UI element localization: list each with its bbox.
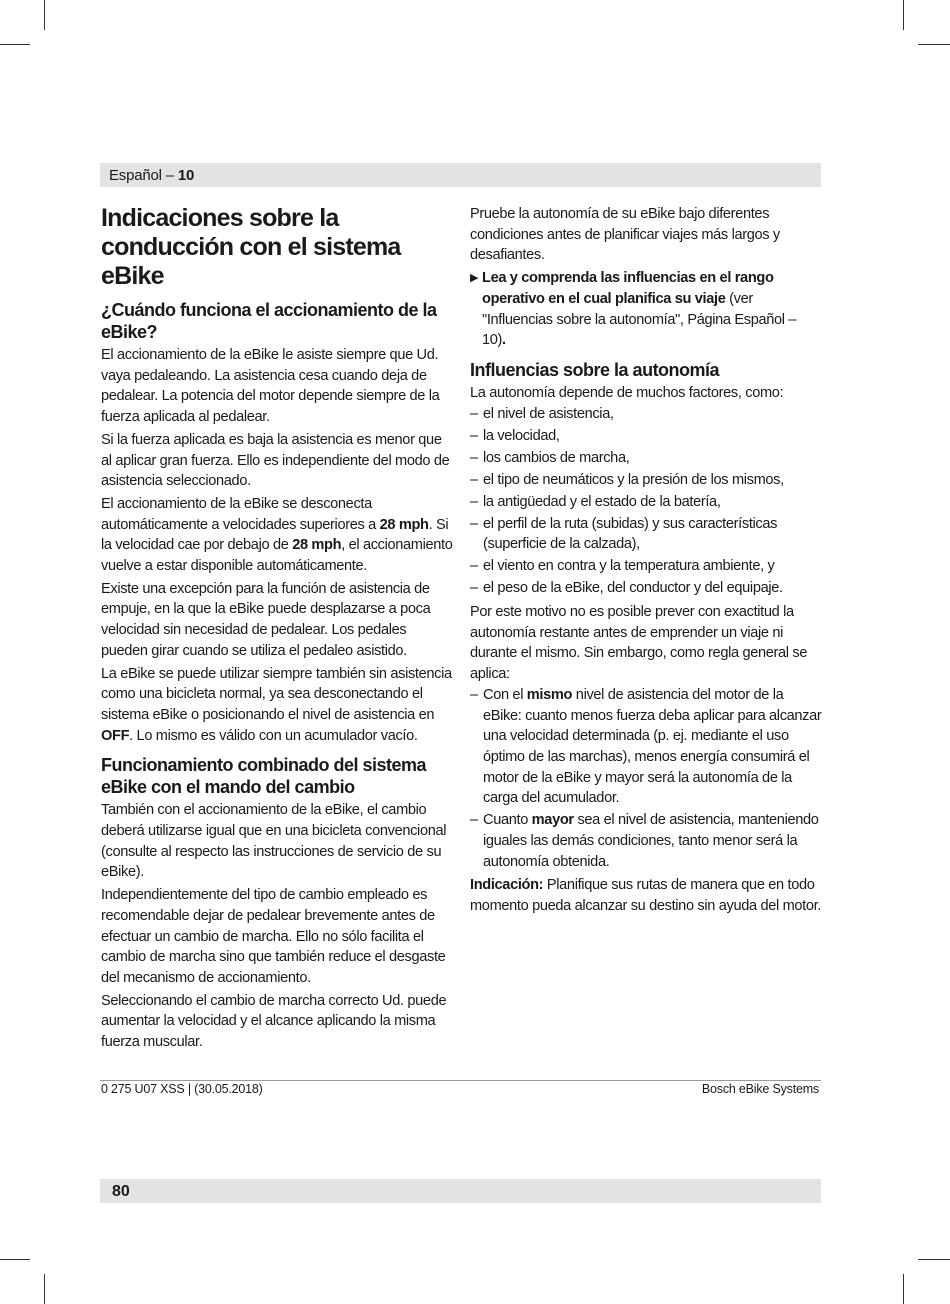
speed-value: 28 mph	[292, 537, 342, 554]
note-label: Indicación:	[470, 877, 544, 894]
list-item: – la antigüedad y el estado de la batería,	[470, 493, 721, 510]
paragraph-speed-limit: El accionamiento de la eBike se desconecta automáticamente a velocidades superiores a 28 mph. Si la velocidad cae por debajo de 28 mph, el accionamiento vuelve a estar disponible automáticamente.	[101, 495, 453, 575]
crop-mark-bottom-left-v	[44, 1274, 45, 1304]
list-item: – Cuanto mayor sea el nivel de asistencia, manteniendo iguales las demás condiciones, tanto menor será la autonomía obtenida.	[470, 812, 819, 870]
crop-mark-top-right-v	[903, 0, 904, 30]
running-header	[109, 167, 194, 185]
crop-mark-top-left-h	[0, 44, 30, 45]
note-paragraph: Indicación: Planifique sus rutas de manera que en todo momento pueda alcanzar su destino sin ayuda del motor.	[470, 877, 822, 915]
factor-list	[470, 404, 822, 599]
list-item: – los cambios de marcha,	[470, 449, 630, 466]
header-page: 10	[177, 167, 195, 184]
triangle-right-icon: ▶	[470, 272, 479, 285]
list-item: – el nivel de asistencia,	[470, 405, 614, 422]
crop-mark-top-left-v	[44, 0, 45, 30]
crop-mark-bottom-right-v	[903, 1274, 904, 1304]
section-heading-range-influences: Influencias sobre la autonomía	[470, 359, 720, 380]
paragraph: La autonomía depende de muchos factores, como:	[470, 384, 784, 401]
off-label: OFF	[101, 727, 130, 744]
page-title: Indicaciones sobre la conducción con el sistema eBike	[101, 204, 401, 290]
footer-rule	[100, 1080, 821, 1081]
page-number-bar	[100, 1179, 821, 1203]
crop-mark-bottom-left-h	[0, 1259, 30, 1260]
bullet-reference: (ver "Influencias sobre la autonomía", Página Español – 10)	[482, 290, 797, 349]
section-heading-when-drive-works: ¿Cuándo funciona el accionamiento de la eBike?	[101, 300, 437, 342]
paragraph: Por este motivo no es posible prever con exactitud la autonomía restante antes de emprender un viaje ni durante el mismo. Sin embargo, como regla general se aplica:	[470, 604, 808, 683]
list-item: – el peso de la eBike, del conductor y del equipaje.	[470, 580, 783, 597]
warning-bullet: ▶ Lea y comprenda las influencias en el rango operativo en el cual planifica su viaje (ver "Influencias sobre la autonomía", Página Español – 10).	[470, 270, 797, 349]
header-bar	[100, 163, 821, 187]
paragraph: También con el accionamiento de la eBike, el cambio deberá utilizarse igual que en una bicicleta convencional (consulte al respecto las instrucciones de servicio de su eBike).	[101, 802, 447, 881]
paragraph: El accionamiento de la eBike le asiste siempre que Ud. vaya pedaleando. La asistencia cesa cuando deja de pedalear. La potencia del motor depende siempre de la fuerza aplicada al pedalear.	[101, 347, 440, 426]
header-section: Español	[109, 167, 162, 184]
list-item: – Con el mismo nivel de asistencia del motor de la eBike: cuanto menos fuerza deba aplicar para alcanzar una velocidad determinada (p. ej. mediante el uso óptimo de las marchas), menos energía consumirá el motor de la eBike y mayor será la autonomía de la carga del acumulador.	[470, 686, 822, 807]
rule-list	[470, 685, 822, 873]
list-item: – el tipo de neumáticos y la presión de los mismos,	[470, 471, 784, 488]
paragraph: Si la fuerza aplicada es baja la asistencia es menor que al aplicar gran fuerza. Ello es independiente del modo de asistencia seleccionado.	[101, 431, 450, 490]
page-number: 80	[112, 1183, 130, 1200]
speed-value: 28 mph	[379, 516, 429, 533]
paragraph-off-mode: La eBike se puede utilizar siempre también sin asistencia como una bicicleta normal, ya sea desconectando el sistema eBike o posicionando el nivel de asistencia en OFF. Lo mismo es válido con un acumulador vacío.	[101, 665, 452, 744]
section-heading-gear-shift: Funcionamiento combinado del sistema eBike con el mando del cambio	[101, 755, 427, 798]
header-separator: –	[165, 167, 174, 184]
paragraph: Seleccionando el cambio de marcha correcto Ud. puede aumentar la velocidad y el alcance aplicando la misma fuerza muscular.	[101, 992, 447, 1051]
list-item: – la velocidad,	[470, 427, 560, 444]
left-column	[101, 204, 453, 1055]
footer-doc-id: 0 275 U07 XSS | (30.05.2018)	[101, 1082, 263, 1096]
paragraph-range-test: Pruebe la autonomía de su eBike bajo diferentes condiciones antes de planificar viajes más largos y desafiantes.	[470, 206, 780, 264]
footer-brand: Bosch eBike Systems	[701, 1082, 819, 1096]
right-column	[470, 204, 822, 919]
crop-mark-bottom-right-h	[918, 1259, 950, 1260]
crop-mark-top-right-h	[918, 44, 950, 45]
list-item: – el viento en contra y la temperatura ambiente, y	[470, 558, 775, 575]
bullet-bold-text: Lea y comprenda las influencias en el rango operativo en el cual planifica su viaje	[482, 270, 774, 307]
paragraph: Existe una excepción para la función de asistencia de empuje, en la que la eBike puede desplazarse a poca velocidad sin necesidad de pedalear. Los pedales pueden girar cuando se utiliza el pedaleo asistido.	[101, 580, 431, 659]
paragraph: Independientemente del tipo de cambio empleado es recomendable dejar de pedalear brevemente antes de efectuar un cambio de marcha. Ello no sólo facilita el cambio de marcha sino que también reduce el desgaste del mecanismo de accionamiento.	[101, 887, 446, 986]
list-item: – el perfil de la ruta (subidas) y sus características (superficie de la calzada),	[470, 515, 778, 553]
